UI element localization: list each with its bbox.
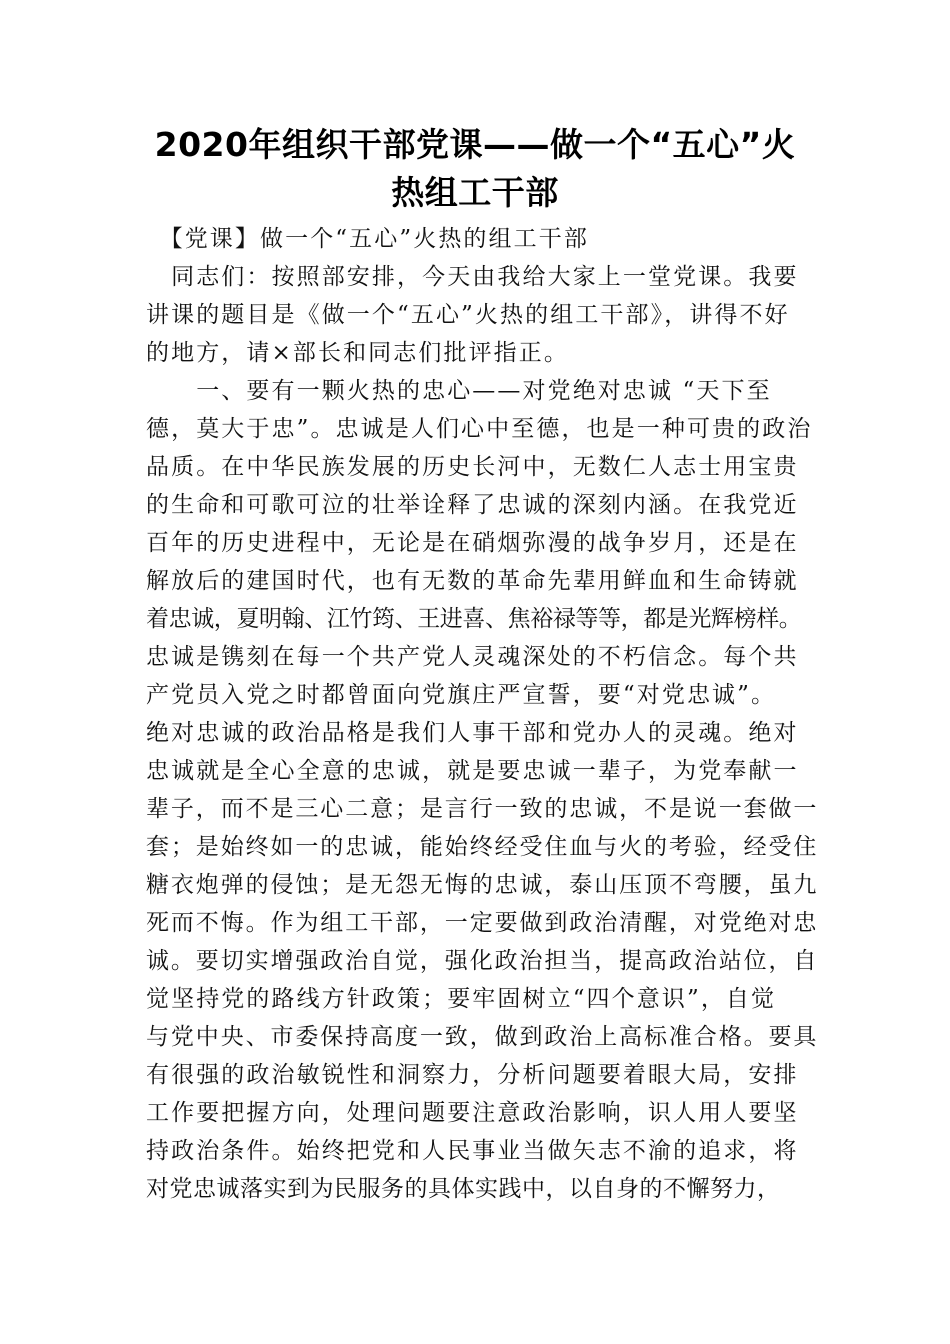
body-line: 解放后的建国时代，也有无数的革命先辈用鲜血和生命铸就	[146, 568, 799, 594]
body-line: 产党员入党之时都曾面向党旗庄严宣誓，要“对党忠诚”。	[146, 682, 777, 708]
body-line: 死而不悔。作为组工干部，一定要做到政治清醒，对党绝对忠	[146, 910, 819, 936]
body-line: 德，莫大于忠”。忠诚是人们心中至德，也是一种可贵的政治	[146, 416, 813, 442]
body-line: 忠诚是镌刻在每一个共产党人灵魂深处的不朽信念。每个共	[146, 644, 799, 670]
body-line: 品质。在中华民族发展的历史长河中，无数仁人志士用宝贵	[146, 454, 799, 480]
body-line: 百年的历史进程中，无论是在硝烟弥漫的战争岁月，还是在	[146, 530, 799, 556]
body-line: 绝对忠诚的政治品格是我们人事干部和党办人的灵魂。绝对	[146, 720, 799, 746]
body-line: 诚。要切实增强政治自觉，强化政治担当，提高政治站位，自	[146, 948, 819, 974]
body-line: 同志们：按照部安排，今天由我给大家上一堂党课。我要	[146, 264, 799, 290]
document-title-line-1: 2020年组织干部党课——做一个“五心”火	[154, 125, 796, 164]
body-line: 忠诚就是全心全意的忠诚，就是要忠诚一辈子，为党奉献一	[146, 758, 799, 784]
body-line: 有很强的政治敏锐性和洞察力，分析问题要着眼大局，安排	[146, 1062, 799, 1088]
body-line: 的地方，请×部长和同志们批评指正。	[146, 340, 569, 366]
body-line: 一、要有一颗火热的忠心——对党绝对忠诚 “天下至	[146, 378, 772, 404]
body-line: 觉坚持党的路线方针政策；要牢固树立“四个意识”，自觉	[146, 986, 777, 1012]
body-line: 讲课的题目是《做一个“五心”火热的组工干部》，讲得不好	[146, 302, 790, 328]
body-line: 辈子，而不是三心二意；是言行一致的忠诚，不是说一套做一	[146, 796, 819, 822]
body-line: 套；是始终如一的忠诚，能始终经受住血与火的考验，经受住	[146, 834, 819, 860]
body-line: 工作要把握方向，处理问题要注意政治影响，识人用人要坚	[146, 1100, 799, 1126]
document-body	[146, 220, 819, 1208]
body-line: 持政治条件。始终把党和人民事业当做矢志不渝的追求，将	[146, 1138, 799, 1164]
body-line: 糖衣炮弹的侵蚀；是无怨无悔的忠诚，泰山压顶不弯腰，虽九	[146, 872, 819, 898]
document-title-line-2: 热组工干部	[391, 173, 559, 212]
body-line: 的生命和可歌可泣的壮举诠释了忠诚的深刻内涵。在我党近	[146, 492, 799, 518]
body-line: 与党中央、市委保持高度一致，做到政治上高标准合格。要具	[146, 1024, 819, 1050]
body-line: 【党课】做一个“五心”火热的组工干部	[146, 226, 589, 252]
body-line: 对党忠诚落实到为民服务的具体实践中，以自身的不懈努力，	[146, 1176, 781, 1202]
body-line: 着忠诚，夏明翰、江竹筠、王进喜、焦裕禄等等，都是光辉榜样。	[146, 606, 802, 632]
